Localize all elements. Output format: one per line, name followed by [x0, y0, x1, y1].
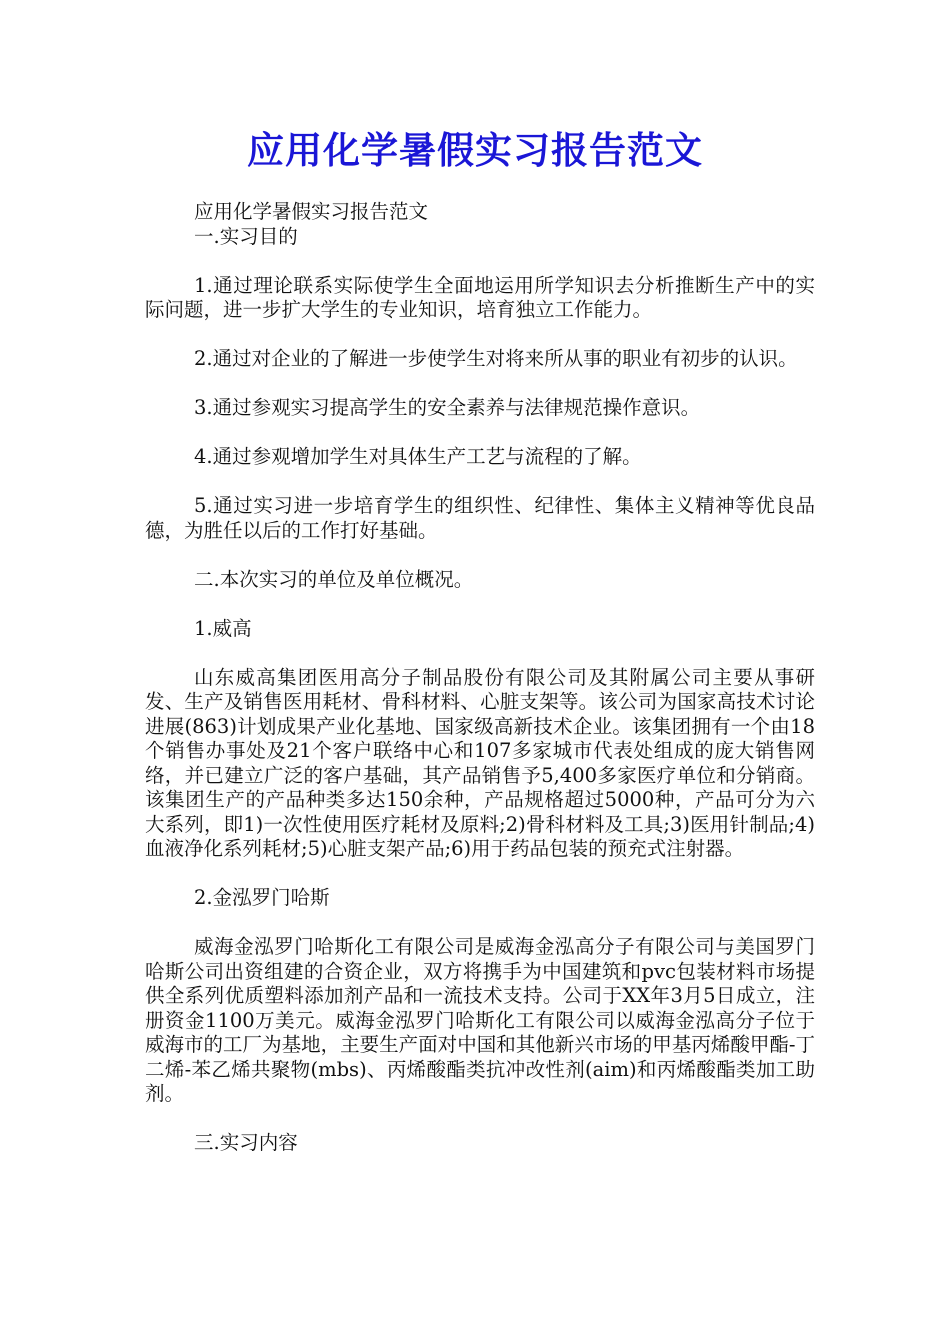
- unit-body-weigao: 山东威高集团医用高分子制品股份有限公司及其附属公司主要从事研发、生产及销售医用耗材、骨科材料、心脏支架等。该公司为国家高技术讨论进展(863)计划成果产业化基地、国家级高新技术企业。该集团拥有一个由18个销售办事处及21个客户联络中心和107多家城市代表处组成的庞大销售网络，并已建立广泛的客户基础，其产品销售予5,400多家医疗单位和分销商。该集团生产的产品种类多达150余种，产品规格超过5000种，产品可分为六大系列，即1)一次性使用医疗耗材及原料;2)骨科材料及工具;3)医用针制品;4)血液净化系列耗材;5)心脏支架产品;6)用于药品包装的预充式注射器。: [145, 665, 815, 860]
- section-heading-units: 二.本次实习的单位及单位概况。: [194, 567, 474, 591]
- purpose-item-2: 2.通过对企业的了解进一步使学生对将来所从事的职业有初步的认识。: [194, 347, 798, 370]
- unit-heading-jinhong: 2.金泓罗门哈斯: [194, 886, 330, 909]
- purpose-item-5: 5.通过实习进一步培育学生的组织性、纪律性、集体主义精神等优良品德，为胜任以后的工作打好基础。: [145, 494, 815, 542]
- purpose-item-1: 1.通过理论联系实际使学生全面地运用所学知识去分析推断生产中的实际问题，进一步扩大学生的专业知识，培育独立工作能力。: [145, 273, 815, 321]
- purpose-item-4: 4.通过参观增加学生对具体生产工艺与流程的了解。: [194, 445, 642, 468]
- intro-line: 应用化学暑假实习报告范文: [194, 200, 429, 223]
- section-heading-purpose: 一.实习目的: [194, 224, 298, 248]
- document-title: 应用化学暑假实习报告范文: [247, 128, 703, 172]
- unit-heading-weigao: 1.威高: [194, 616, 252, 640]
- purpose-item-3: 3.通过参观实习提高学生的安全素养与法律规范操作意识。: [194, 396, 701, 419]
- section-heading-content: 三.实习内容: [194, 1131, 298, 1154]
- unit-body-jinhong: 威海金泓罗门哈斯化工有限公司是威海金泓高分子有限公司与美国罗门哈斯公司出资组建的合资企业，双方将携手为中国建筑和pvc包装材料市场提供全系列优质塑料添加剂产品和一流技术支持。公司于XX年3月5日成立，注册资金1100万美元。威海金泓罗门哈斯化工有限公司以威海金泓高分子位于威海市的工厂为基地，主要生产面对中国和其他新兴市场的甲基丙烯酸甲酯-丁二烯-苯乙烯共聚物(mbs)、丙烯酸酯类抗冲改性剂(aim)和丙烯酸酯类加工助剂。: [145, 935, 815, 1105]
- document-body: [145, 200, 815, 1156]
